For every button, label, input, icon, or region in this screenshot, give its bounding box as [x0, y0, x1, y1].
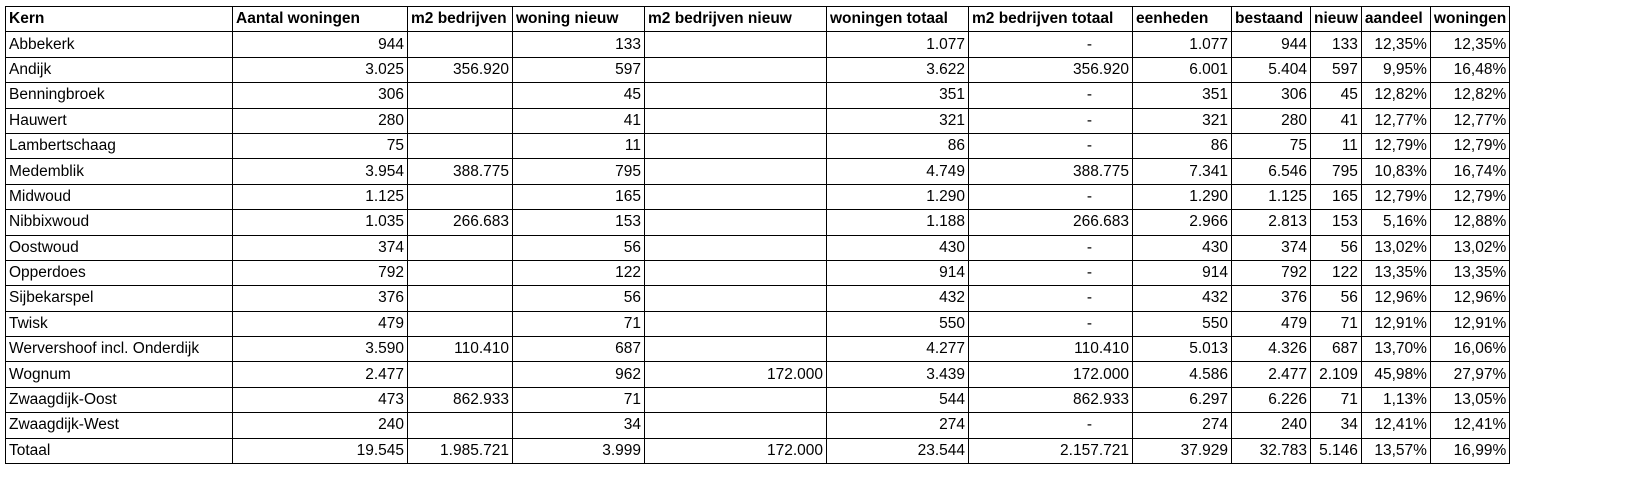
value-cell[interactable]: 2.109 [1311, 362, 1362, 387]
value-cell[interactable]: 597 [513, 57, 645, 82]
value-cell[interactable]: 133 [1311, 32, 1362, 57]
kern-cell[interactable]: Midwoud [6, 184, 233, 209]
value-cell[interactable]: - [969, 133, 1133, 158]
woningen-table [5, 6, 1510, 464]
value-cell[interactable]: 19.545 [233, 438, 408, 463]
table-row [6, 337, 1510, 362]
value-cell[interactable]: 86 [827, 133, 969, 158]
value-cell[interactable]: 11 [1311, 133, 1362, 158]
value-cell[interactable]: - [969, 184, 1133, 209]
column-header[interactable]: m2 bedrijven totaal [969, 7, 1133, 32]
column-header[interactable]: woning nieuw [513, 7, 645, 32]
value-cell[interactable]: 13,02% [1361, 235, 1430, 260]
value-cell[interactable]: 3.439 [827, 362, 969, 387]
value-cell[interactable]: 3.590 [233, 337, 408, 362]
value-cell[interactable] [408, 260, 513, 285]
value-cell[interactable]: 388.775 [408, 159, 513, 184]
value-cell[interactable]: 374 [233, 235, 408, 260]
value-cell[interactable]: 122 [513, 260, 645, 285]
value-cell[interactable]: 71 [1311, 311, 1362, 336]
column-header[interactable]: aandeel [1361, 7, 1430, 32]
value-cell[interactable] [408, 235, 513, 260]
table-row [6, 108, 1510, 133]
value-cell[interactable]: 306 [233, 83, 408, 108]
value-cell[interactable]: 473 [233, 387, 408, 412]
kern-cell[interactable]: Hauwert [6, 108, 233, 133]
value-cell[interactable]: 550 [827, 311, 969, 336]
value-cell[interactable]: 12,79% [1430, 133, 1509, 158]
value-cell[interactable]: 27,97% [1430, 362, 1509, 387]
value-cell[interactable]: 430 [827, 235, 969, 260]
value-cell[interactable]: 12,79% [1361, 133, 1430, 158]
value-cell[interactable]: 356.920 [969, 57, 1133, 82]
value-cell[interactable]: 1.985.721 [408, 438, 513, 463]
value-cell[interactable]: 2.157.721 [969, 438, 1133, 463]
table-row [6, 133, 1510, 158]
kern-cell[interactable]: Medemblik [6, 159, 233, 184]
value-cell[interactable]: 479 [1232, 311, 1311, 336]
value-cell[interactable]: 321 [1133, 108, 1232, 133]
value-cell[interactable]: - [969, 83, 1133, 108]
value-cell[interactable]: 12,96% [1430, 286, 1509, 311]
value-cell[interactable]: 376 [1232, 286, 1311, 311]
value-cell[interactable]: 597 [1311, 57, 1362, 82]
value-cell[interactable]: 86 [1133, 133, 1232, 158]
value-cell[interactable]: 914 [827, 260, 969, 285]
kern-cell[interactable]: Totaal [6, 438, 233, 463]
value-cell[interactable]: 2.966 [1133, 210, 1232, 235]
kern-cell[interactable]: Oostwoud [6, 235, 233, 260]
value-cell[interactable]: - [969, 108, 1133, 133]
value-cell[interactable]: 45 [513, 83, 645, 108]
value-cell[interactable]: 266.683 [408, 210, 513, 235]
value-cell[interactable]: 351 [1133, 83, 1232, 108]
value-cell[interactable]: 45 [1311, 83, 1362, 108]
value-cell[interactable]: 56 [1311, 235, 1362, 260]
value-cell[interactable]: 388.775 [969, 159, 1133, 184]
kern-cell[interactable]: Zwaagdijk-Oost [6, 387, 233, 412]
value-cell[interactable]: 432 [827, 286, 969, 311]
value-cell[interactable]: 962 [513, 362, 645, 387]
value-cell[interactable]: 71 [513, 311, 645, 336]
table-row [6, 159, 1510, 184]
value-cell[interactable]: 56 [513, 235, 645, 260]
value-cell[interactable]: 280 [1232, 108, 1311, 133]
value-cell[interactable]: 430 [1133, 235, 1232, 260]
value-cell[interactable] [408, 133, 513, 158]
value-cell[interactable]: 687 [1311, 337, 1362, 362]
value-cell[interactable] [645, 159, 827, 184]
value-cell[interactable]: 16,99% [1430, 438, 1509, 463]
value-cell[interactable] [645, 337, 827, 362]
value-cell[interactable]: - [969, 311, 1133, 336]
column-header[interactable]: woningen [1430, 7, 1509, 32]
table-row [6, 210, 1510, 235]
value-cell[interactable]: 1.290 [827, 184, 969, 209]
value-cell[interactable]: 5,16% [1361, 210, 1430, 235]
value-cell[interactable] [645, 133, 827, 158]
value-cell[interactable]: 56 [1311, 286, 1362, 311]
value-cell[interactable]: 23.544 [827, 438, 969, 463]
value-cell[interactable] [645, 413, 827, 438]
kern-cell[interactable]: Lambertschaag [6, 133, 233, 158]
column-header[interactable]: Kern [6, 7, 233, 32]
value-cell[interactable]: 56 [513, 286, 645, 311]
table-row [6, 83, 1510, 108]
value-cell[interactable]: 37.929 [1133, 438, 1232, 463]
kern-cell[interactable]: Wervershoof incl. Onderdijk [6, 337, 233, 362]
value-cell[interactable]: 2.813 [1232, 210, 1311, 235]
value-cell[interactable] [408, 184, 513, 209]
value-cell[interactable]: 306 [1232, 83, 1311, 108]
table-row [6, 57, 1510, 82]
value-cell[interactable] [645, 108, 827, 133]
value-cell[interactable]: 4.586 [1133, 362, 1232, 387]
value-cell[interactable]: 274 [1133, 413, 1232, 438]
value-cell[interactable] [645, 260, 827, 285]
value-cell[interactable]: 4.326 [1232, 337, 1311, 362]
value-cell[interactable] [408, 286, 513, 311]
value-cell[interactable]: 376 [233, 286, 408, 311]
value-cell[interactable] [408, 83, 513, 108]
value-cell[interactable]: 4.749 [827, 159, 969, 184]
table-row [6, 362, 1510, 387]
value-cell[interactable]: 1.125 [233, 184, 408, 209]
value-cell[interactable]: 1.125 [1232, 184, 1311, 209]
value-cell[interactable]: 13,05% [1430, 387, 1509, 412]
value-cell[interactable] [645, 311, 827, 336]
value-cell[interactable]: 16,74% [1430, 159, 1509, 184]
value-cell[interactable]: 12,35% [1361, 32, 1430, 57]
value-cell[interactable]: 9,95% [1361, 57, 1430, 82]
value-cell[interactable]: 12,41% [1430, 413, 1509, 438]
value-cell[interactable]: 1.077 [827, 32, 969, 57]
value-cell[interactable]: 12,77% [1361, 108, 1430, 133]
value-cell[interactable]: 862.933 [408, 387, 513, 412]
value-cell[interactable]: 153 [1311, 210, 1362, 235]
table-row [6, 311, 1510, 336]
value-cell[interactable] [645, 184, 827, 209]
value-cell[interactable]: 16,48% [1430, 57, 1509, 82]
header-row [6, 7, 1510, 32]
table-body [6, 32, 1510, 464]
value-cell[interactable]: 110.410 [408, 337, 513, 362]
value-cell[interactable] [645, 57, 827, 82]
value-cell[interactable]: - [969, 413, 1133, 438]
value-cell[interactable]: 2.477 [233, 362, 408, 387]
kern-cell[interactable]: Andijk [6, 57, 233, 82]
kern-cell[interactable]: Sijbekarspel [6, 286, 233, 311]
kern-cell[interactable]: Opperdoes [6, 260, 233, 285]
value-cell[interactable]: 944 [1232, 32, 1311, 57]
value-cell[interactable]: 165 [1311, 184, 1362, 209]
value-cell[interactable] [645, 286, 827, 311]
value-cell[interactable]: 6.226 [1232, 387, 1311, 412]
value-cell[interactable]: 550 [1133, 311, 1232, 336]
kern-cell[interactable]: Zwaagdijk-West [6, 413, 233, 438]
value-cell[interactable]: 3.622 [827, 57, 969, 82]
value-cell[interactable]: 12,77% [1430, 108, 1509, 133]
value-cell[interactable] [408, 108, 513, 133]
value-cell[interactable]: 172.000 [969, 362, 1133, 387]
value-cell[interactable]: 13,35% [1430, 260, 1509, 285]
value-cell[interactable]: 41 [513, 108, 645, 133]
value-cell[interactable]: 12,82% [1361, 83, 1430, 108]
kern-cell[interactable]: Twisk [6, 311, 233, 336]
value-cell[interactable]: 12,91% [1361, 311, 1430, 336]
table-row [6, 260, 1510, 285]
kern-cell[interactable]: Nibbixwoud [6, 210, 233, 235]
value-cell[interactable] [408, 311, 513, 336]
value-cell[interactable]: 432 [1133, 286, 1232, 311]
value-cell[interactable]: 11 [513, 133, 645, 158]
value-cell[interactable]: 4.277 [827, 337, 969, 362]
value-cell[interactable]: 13,57% [1361, 438, 1430, 463]
value-cell[interactable]: 12,96% [1361, 286, 1430, 311]
value-cell[interactable]: 165 [513, 184, 645, 209]
value-cell[interactable]: 795 [1311, 159, 1362, 184]
value-cell[interactable]: 1,13% [1361, 387, 1430, 412]
table-row [6, 235, 1510, 260]
value-cell[interactable]: 862.933 [969, 387, 1133, 412]
value-cell[interactable]: 12,88% [1430, 210, 1509, 235]
value-cell[interactable]: - [969, 235, 1133, 260]
value-cell[interactable]: 7.341 [1133, 159, 1232, 184]
kern-cell[interactable]: Abbekerk [6, 32, 233, 57]
value-cell[interactable] [408, 32, 513, 57]
value-cell[interactable]: 13,70% [1361, 337, 1430, 362]
column-header[interactable]: m2 bedrijven [408, 7, 513, 32]
value-cell[interactable]: - [969, 32, 1133, 57]
value-cell[interactable]: 133 [513, 32, 645, 57]
value-cell[interactable]: 266.683 [969, 210, 1133, 235]
total-row [6, 438, 1510, 463]
value-cell[interactable]: 12,79% [1361, 184, 1430, 209]
value-cell[interactable]: - [969, 286, 1133, 311]
value-cell[interactable]: 71 [1311, 387, 1362, 412]
value-cell[interactable]: 240 [1232, 413, 1311, 438]
value-cell[interactable]: 6.297 [1133, 387, 1232, 412]
kern-cell[interactable]: Wognum [6, 362, 233, 387]
value-cell[interactable]: 12,41% [1361, 413, 1430, 438]
value-cell[interactable]: 240 [233, 413, 408, 438]
value-cell[interactable]: 944 [233, 32, 408, 57]
value-cell[interactable] [645, 83, 827, 108]
column-header[interactable]: bestaand [1232, 7, 1311, 32]
value-cell[interactable]: 280 [233, 108, 408, 133]
value-cell[interactable]: 34 [1311, 413, 1362, 438]
column-header[interactable]: woningen totaal [827, 7, 969, 32]
column-header[interactable]: eenheden [1133, 7, 1232, 32]
column-header[interactable]: nieuw [1311, 7, 1362, 32]
value-cell[interactable]: 6.001 [1133, 57, 1232, 82]
value-cell[interactable]: 153 [513, 210, 645, 235]
value-cell[interactable]: 12,79% [1430, 184, 1509, 209]
value-cell[interactable] [645, 210, 827, 235]
value-cell[interactable]: 172.000 [645, 362, 827, 387]
value-cell[interactable]: 3.999 [513, 438, 645, 463]
value-cell[interactable]: 544 [827, 387, 969, 412]
value-cell[interactable]: 110.410 [969, 337, 1133, 362]
value-cell[interactable]: 16,06% [1430, 337, 1509, 362]
value-cell[interactable]: 687 [513, 337, 645, 362]
value-cell[interactable] [408, 362, 513, 387]
table-row [6, 387, 1510, 412]
value-cell[interactable]: 5.146 [1311, 438, 1362, 463]
value-cell[interactable]: 6.546 [1232, 159, 1311, 184]
value-cell[interactable]: 351 [827, 83, 969, 108]
value-cell[interactable]: 75 [1232, 133, 1311, 158]
value-cell[interactable]: 12,91% [1430, 311, 1509, 336]
value-cell[interactable]: 795 [513, 159, 645, 184]
value-cell[interactable]: 5.404 [1232, 57, 1311, 82]
value-cell[interactable]: 75 [233, 133, 408, 158]
value-cell[interactable]: 3.954 [233, 159, 408, 184]
value-cell[interactable]: 13,35% [1361, 260, 1430, 285]
value-cell[interactable]: 914 [1133, 260, 1232, 285]
value-cell[interactable]: 12,82% [1430, 83, 1509, 108]
value-cell[interactable]: 792 [233, 260, 408, 285]
value-cell[interactable] [645, 32, 827, 57]
kern-cell[interactable]: Benningbroek [6, 83, 233, 108]
value-cell[interactable]: 374 [1232, 235, 1311, 260]
spreadsheet-area [5, 6, 1510, 464]
value-cell[interactable]: 5.013 [1133, 337, 1232, 362]
value-cell[interactable] [645, 235, 827, 260]
value-cell[interactable]: 34 [513, 413, 645, 438]
value-cell[interactable]: 792 [1232, 260, 1311, 285]
table-row [6, 184, 1510, 209]
value-cell[interactable]: 32.783 [1232, 438, 1311, 463]
value-cell[interactable]: 274 [827, 413, 969, 438]
value-cell[interactable]: 479 [233, 311, 408, 336]
value-cell[interactable]: 122 [1311, 260, 1362, 285]
value-cell[interactable]: 45,98% [1361, 362, 1430, 387]
value-cell[interactable]: 12,35% [1430, 32, 1509, 57]
value-cell[interactable]: 356.920 [408, 57, 513, 82]
value-cell[interactable]: - [969, 260, 1133, 285]
value-cell[interactable]: 71 [513, 387, 645, 412]
value-cell[interactable]: 1.077 [1133, 32, 1232, 57]
value-cell[interactable] [408, 413, 513, 438]
value-cell[interactable]: 10,83% [1361, 159, 1430, 184]
column-header[interactable]: Aantal woningen [233, 7, 408, 32]
value-cell[interactable]: 321 [827, 108, 969, 133]
value-cell[interactable]: 2.477 [1232, 362, 1311, 387]
value-cell[interactable]: 1.035 [233, 210, 408, 235]
value-cell[interactable] [645, 387, 827, 412]
table-row [6, 32, 1510, 57]
value-cell[interactable]: 172.000 [645, 438, 827, 463]
column-header[interactable]: m2 bedrijven nieuw [645, 7, 827, 32]
value-cell[interactable]: 41 [1311, 108, 1362, 133]
table-row [6, 413, 1510, 438]
value-cell[interactable]: 13,02% [1430, 235, 1509, 260]
value-cell[interactable]: 3.025 [233, 57, 408, 82]
value-cell[interactable]: 1.290 [1133, 184, 1232, 209]
table-row [6, 286, 1510, 311]
value-cell[interactable]: 1.188 [827, 210, 969, 235]
